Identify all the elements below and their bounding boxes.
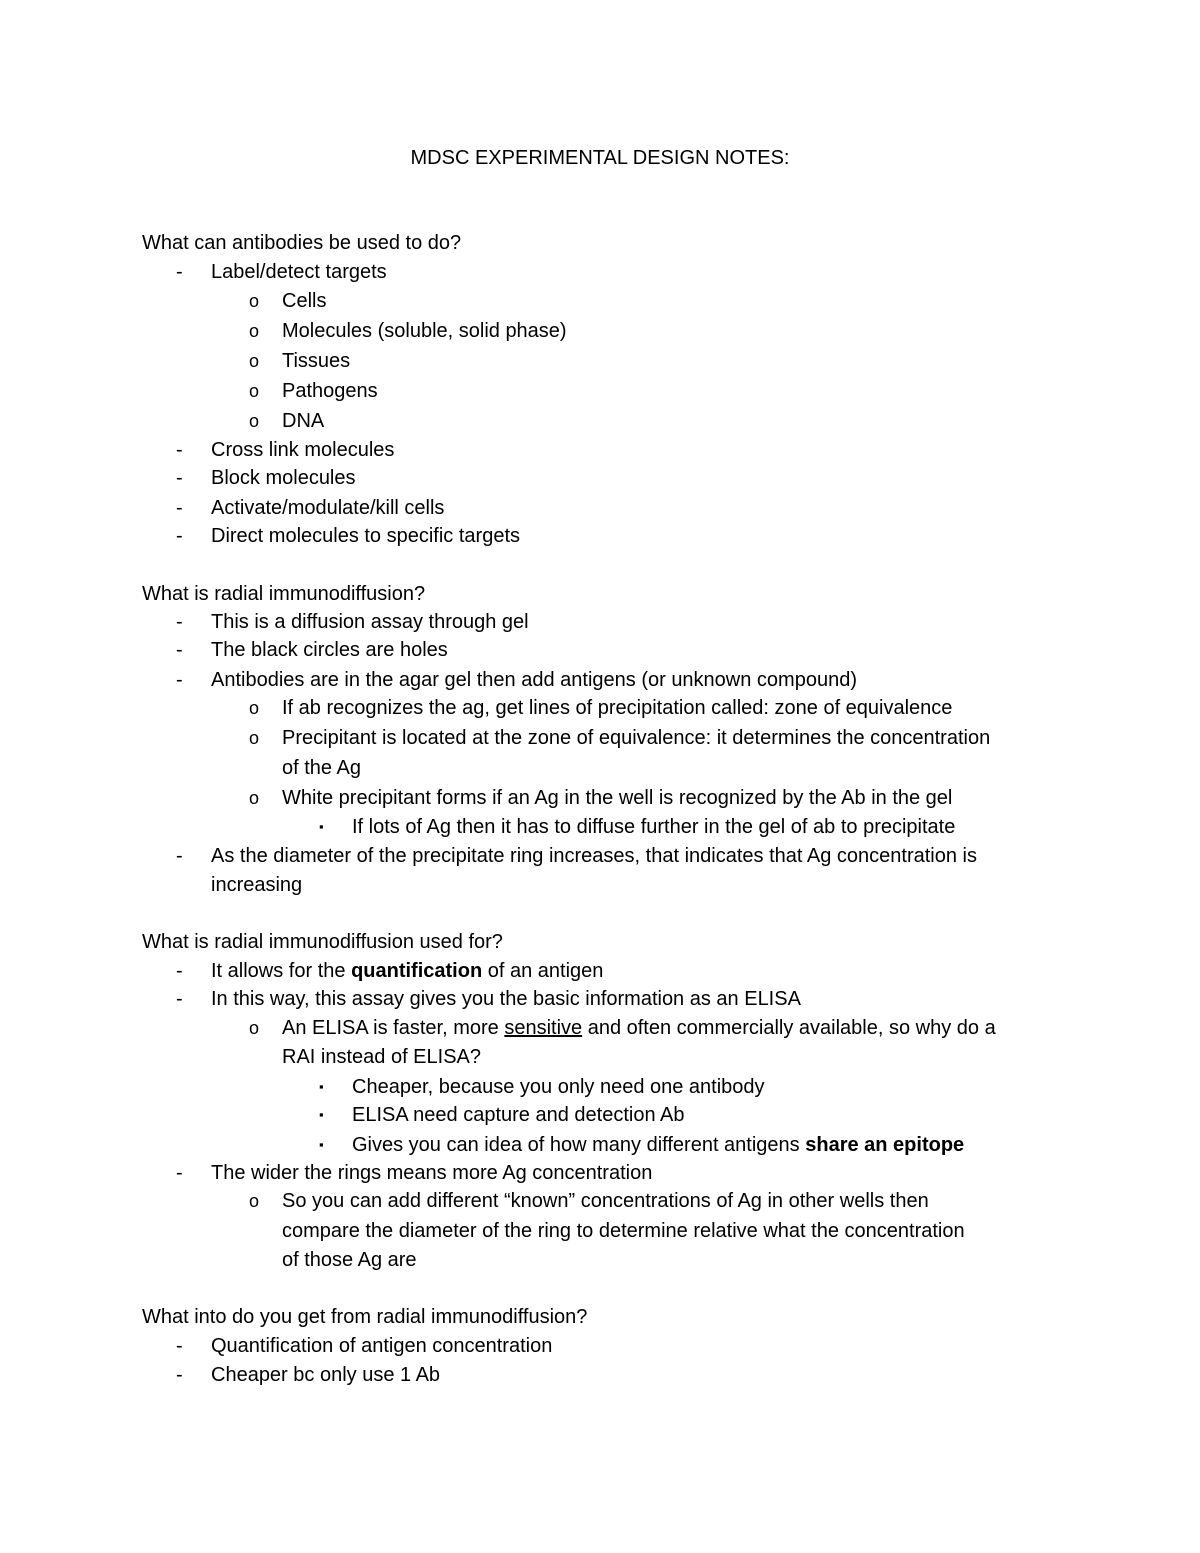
- bullet-circle: o: [249, 411, 260, 431]
- bullet-circle: o: [249, 728, 260, 748]
- list-item: If lots of Ag then it has to diffuse further in the gel of ab to precipitate: [352, 816, 956, 838]
- bullet-circle: o: [249, 321, 260, 341]
- list-item: It allows for the quantification of an antigen: [211, 960, 604, 982]
- bullet-square: ▪: [319, 1107, 324, 1122]
- list-item: So you can add different “known” concentrations of Ag in other wells then: [282, 1190, 929, 1212]
- list-item-continuation: increasing: [211, 874, 303, 896]
- list-item: Gives you can idea of how many different antigens share an epitope: [352, 1134, 965, 1156]
- bullet-dash: -: [176, 467, 183, 489]
- bullet-circle: o: [249, 291, 260, 311]
- section-heading-antibody-uses: What can antibodies be used to do?: [142, 232, 462, 254]
- list-item: This is a diffusion assay through gel: [211, 611, 529, 633]
- bullet-square: ▪: [319, 1079, 324, 1094]
- bullet-dash: -: [176, 439, 183, 461]
- list-item: White precipitant forms if an Ag in the well is recognized by the Ab in the gel: [282, 787, 953, 809]
- list-item: Cross link molecules: [211, 439, 395, 461]
- bullet-dash: -: [176, 669, 183, 691]
- bullet-dash: -: [176, 1364, 183, 1386]
- bullet-circle: o: [249, 351, 260, 371]
- section-heading-rid-info: What into do you get from radial immunodiffusion?: [142, 1306, 588, 1328]
- section-heading-rid-uses: What is radial immunodiffusion used for?: [142, 931, 503, 953]
- list-item: If ab recognizes the ag, get lines of precipitation called: zone of equivalence: [282, 697, 953, 719]
- list-item-continuation: of the Ag: [282, 757, 361, 779]
- list-item: DNA: [282, 410, 325, 432]
- bullet-dash: -: [176, 1335, 183, 1357]
- list-item: Cells: [282, 290, 327, 312]
- bullet-dash: -: [176, 988, 183, 1010]
- emphasis-text: quantification: [351, 960, 483, 982]
- list-item: Direct molecules to specific targets: [211, 525, 521, 547]
- bullet-dash: -: [176, 845, 183, 867]
- bullet-circle: o: [249, 788, 260, 808]
- list-item: Antibodies are in the agar gel then add antigens (or unknown compound): [211, 669, 857, 691]
- bullet-dash: -: [176, 639, 183, 661]
- list-item: In this way, this assay gives you the basic information as an ELISA: [211, 988, 801, 1010]
- list-item: Tissues: [282, 350, 351, 372]
- list-item: Precipitant is located at the zone of equivalence: it determines the concentration: [282, 727, 991, 749]
- list-item: Pathogens: [282, 380, 378, 402]
- bullet-square: ▪: [319, 1137, 324, 1152]
- section-heading-rid: What is radial immunodiffusion?: [142, 583, 426, 605]
- bullet-circle: o: [249, 698, 260, 718]
- list-item: The black circles are holes: [211, 639, 448, 661]
- bullet-dash: -: [176, 497, 183, 519]
- bullet-dash: -: [176, 525, 183, 547]
- list-item: Label/detect targets: [211, 261, 387, 283]
- list-item: The wider the rings means more Ag concentration: [211, 1162, 653, 1184]
- list-item-continuation: RAI instead of ELISA?: [282, 1046, 482, 1068]
- list-item: Molecules (soluble, solid phase): [282, 320, 567, 342]
- bullet-circle: o: [249, 1018, 260, 1038]
- list-item-continuation: compare the diameter of the ring to determine relative what the concentration: [282, 1220, 965, 1242]
- document-title: MDSC EXPERIMENTAL DESIGN NOTES:: [410, 147, 790, 169]
- bullet-square: ▪: [319, 819, 324, 834]
- bullet-dash: -: [176, 960, 183, 982]
- list-item: Cheaper, because you only need one antibody: [352, 1076, 765, 1098]
- list-item: Activate/modulate/kill cells: [211, 497, 445, 519]
- list-item-continuation: of those Ag are: [282, 1249, 417, 1271]
- list-item: ELISA need capture and detection Ab: [352, 1104, 685, 1126]
- bullet-dash: -: [176, 261, 183, 283]
- emphasis-text: share an epitope: [805, 1134, 965, 1156]
- list-item: Cheaper bc only use 1 Ab: [211, 1364, 441, 1386]
- underlined-text: sensitive: [504, 1017, 583, 1039]
- list-item: An ELISA is faster, more sensitive and often commercially available, so why do a: [282, 1017, 996, 1039]
- list-item: Quantification of antigen concentration: [211, 1335, 553, 1357]
- bullet-circle: o: [249, 381, 260, 401]
- bullet-dash: -: [176, 611, 183, 633]
- bullet-circle: o: [249, 1191, 260, 1211]
- list-item: Block molecules: [211, 467, 356, 489]
- list-item: As the diameter of the precipitate ring increases, that indicates that Ag concentration is: [211, 845, 977, 867]
- bullet-dash: -: [176, 1162, 183, 1184]
